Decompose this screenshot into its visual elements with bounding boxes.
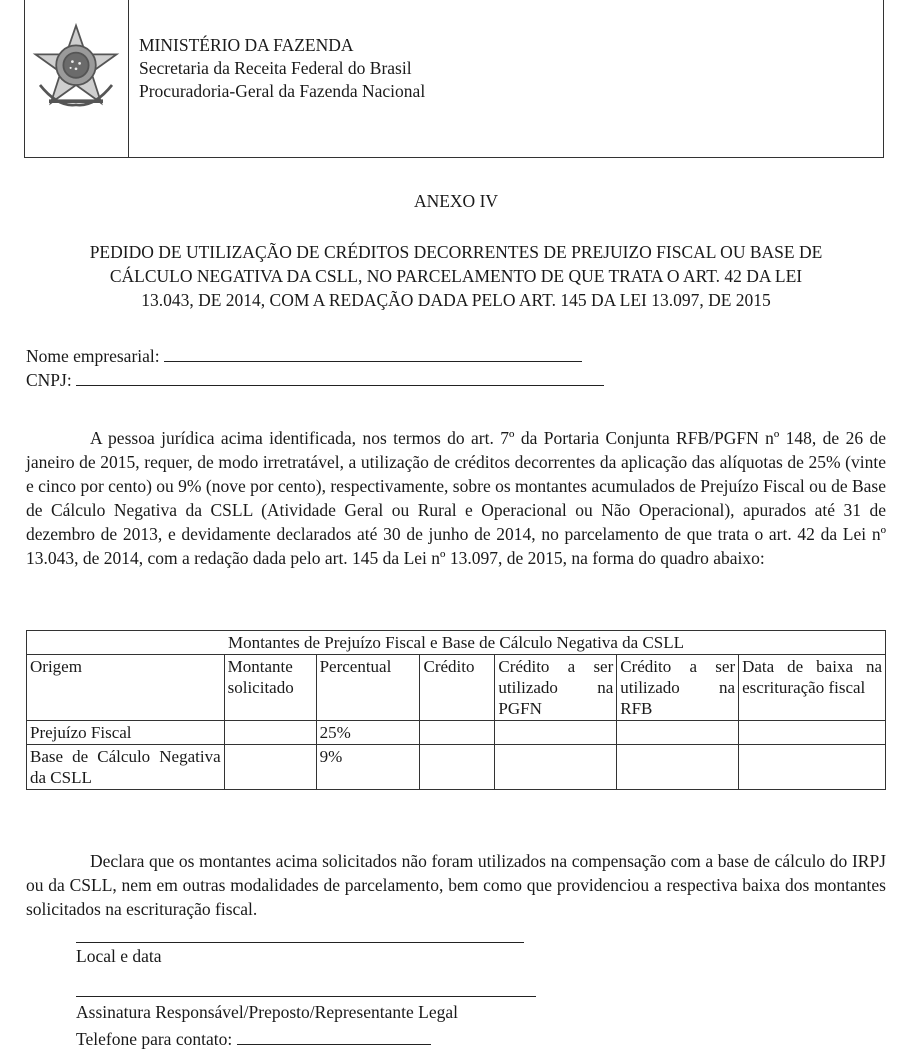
table-caption: Montantes de Prejuízo Fiscal e Base de Cálculo Negativa da CSLL <box>27 631 886 655</box>
cell-credit-pgfn[interactable] <box>495 721 617 745</box>
attorney-office-name: Procuradoria-Geral da Fazenda Nacional <box>139 81 426 101</box>
phone-label: Telefone para contato: <box>76 1029 233 1049</box>
signature-line[interactable] <box>76 996 536 997</box>
declaration-paragraph <box>26 849 886 921</box>
ministry-name: MINISTÉRIO DA FAZENDA <box>139 35 354 55</box>
header-credit-pgfn: Crédito a ser utilizado na PGFN <box>495 655 617 721</box>
phone-row <box>76 1028 431 1051</box>
table-row <box>27 721 886 745</box>
title-line-1: PEDIDO DE UTILIZAÇÃO DE CRÉDITOS DECORRENTES DE PREJUIZO FISCAL OU BASE DE <box>89 242 823 262</box>
request-text: A pessoa jurídica acima identificada, nos termos do art. 7º da Portaria Conjunta RFB/PGFN nº 148, de 26 de janeiro de 2015, requer, de modo irretratável, a utilização de créditos decorrentes da aplicação das alíquotas de 25% (vinte e cinco por cento) ou 9% (nove por cento), respectivamente, sobre os montantes acumulados de Prejuízo Fiscal ou de Base de Cálculo Negativa da CSLL (Atividade Geral ou Rural e Operacional ou Não Operacional), apurados até 31 de dezembro de 2013, e devidamente declarados até 30 de junho de 2014, no parcelamento de que trata o art. 42 da Lei nº 13.043, de 2014, com a redação dada pelo art. 145 da Lei nº 13.097, de 2015, na forma do quadro abaixo: <box>26 428 886 568</box>
cnpj-label: CNPJ: <box>26 370 72 390</box>
company-name-field[interactable] <box>164 347 582 362</box>
header-box <box>24 0 884 158</box>
amounts-table <box>26 630 886 790</box>
title-line-3: 13.043, DE 2014, COM A REDAÇÃO DADA PELO ART. 145 DA LEI 13.097, DE 2015 <box>141 290 771 310</box>
cell-percentage: 9% <box>316 745 420 790</box>
cell-writeoff-date[interactable] <box>739 721 886 745</box>
request-paragraph <box>26 426 886 570</box>
document-title <box>20 240 892 312</box>
cnpj-field[interactable] <box>76 371 604 386</box>
title-line-2: CÁLCULO NEGATIVA DA CSLL, NO PARCELAMENTO DE QUE TRATA O ART. 42 DA LEI <box>109 266 803 286</box>
cell-percentage: 25% <box>316 721 420 745</box>
cell-credit-rfb[interactable] <box>617 721 739 745</box>
phone-field[interactable] <box>237 1030 431 1045</box>
place-date-label: Local e data <box>76 946 162 966</box>
header-amount-requested: Montante solicitado <box>224 655 316 721</box>
cell-origin: Base de Cálculo Negativa da CSLL <box>27 745 225 790</box>
secretariat-name: Secretaria da Receita Federal do Brasil <box>139 58 412 78</box>
company-name-row <box>26 345 582 368</box>
company-name-label: Nome empresarial: <box>26 346 160 366</box>
cell-origin: Prejuízo Fiscal <box>27 721 225 745</box>
organization-lines <box>139 34 425 103</box>
header-writeoff-date: Data de baixa na escrituração fiscal <box>739 655 886 721</box>
header-divider <box>128 0 129 157</box>
cell-amount[interactable] <box>224 745 316 790</box>
cell-credit-rfb[interactable] <box>617 745 739 790</box>
header-credit: Crédito <box>420 655 495 721</box>
table-row <box>27 745 886 790</box>
annex-heading: ANEXO IV <box>413 191 499 211</box>
header-credit-rfb: Crédito a ser utilizado na RFB <box>617 655 739 721</box>
declaration-text: Declara que os montantes acima solicitados não foram utilizados na compensação com a base de cálculo do IRPJ ou da CSLL, nem em outras modalidades de parcelamento, bem como que providenciou a respectiva baixa dos montantes solicitados na escrituração fiscal. <box>26 851 886 919</box>
cell-writeoff-date[interactable] <box>739 745 886 790</box>
cell-credit[interactable] <box>420 721 495 745</box>
place-date-line[interactable] <box>76 942 524 943</box>
coat-of-arms-icon <box>31 22 121 112</box>
header-percentage: Percentual <box>316 655 420 721</box>
cnpj-row <box>26 369 604 392</box>
cell-credit-pgfn[interactable] <box>495 745 617 790</box>
header-origin: Origem <box>27 655 225 721</box>
table-header-row <box>27 655 886 721</box>
signer-label: Assinatura Responsável/Preposto/Representante Legal <box>76 1002 458 1022</box>
cell-amount[interactable] <box>224 721 316 745</box>
cell-credit[interactable] <box>420 745 495 790</box>
